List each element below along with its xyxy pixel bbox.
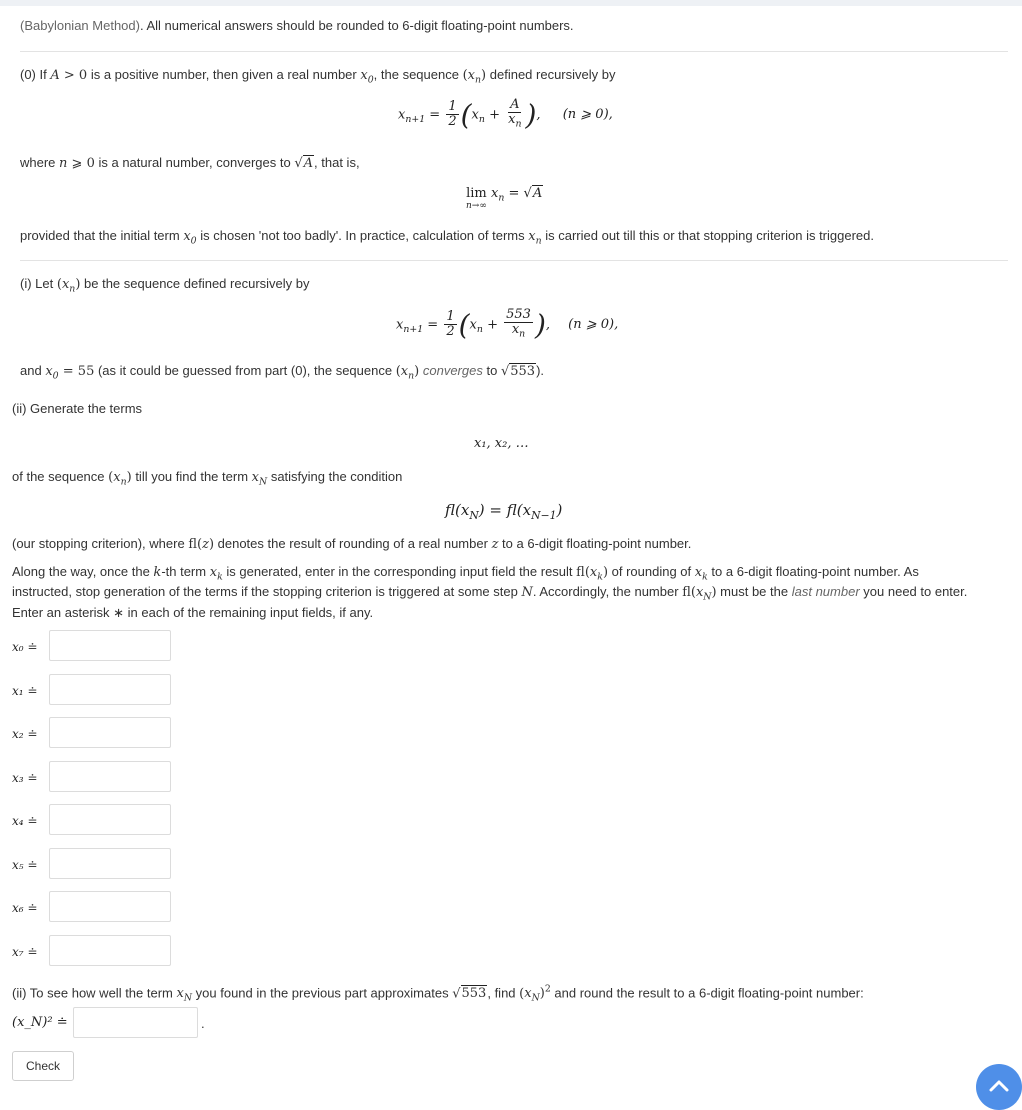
square-input[interactable] <box>73 1007 198 1038</box>
x6-label: x₆ ≐ <box>12 901 38 915</box>
period: . <box>201 1016 205 1031</box>
part0-statement: (0) If A > 0 is a positive number, then given a real number $x_0$, the sequence $(x_n)$ defined recursively by <box>20 67 616 86</box>
stopping-criterion: $fl(x_N) = fl(x_{N-1})$ <box>445 501 563 522</box>
criterion-description: (our stopping criterion), where fl(z) denotes the result of rounding of a real number z to a 6-digit floating-point number. <box>12 536 692 552</box>
x2-input[interactable] <box>49 717 171 748</box>
part-ii-header: (ii) Generate the terms <box>12 401 143 416</box>
instructions-line-1: Along the way, once the k-th term $x_k$ is generated, enter in the corresponding input field the result $fl(x_k)$ of rounding of $x_k$ to a 6-digit floating-point number. As <box>12 564 919 583</box>
x7-label: x₇ ≐ <box>12 945 38 959</box>
scroll-top-button[interactable] <box>976 1064 1022 1110</box>
intro-line <box>20 17 574 35</box>
part-i-statement: (i) Let $(x_n)$ be the sequence defined recursively by <box>20 276 310 295</box>
x0-label: x₀ ≐ <box>12 640 38 654</box>
divider <box>20 51 1008 52</box>
x3-input[interactable] <box>49 761 171 792</box>
x1-input[interactable] <box>49 674 171 705</box>
divider <box>20 260 1008 261</box>
part-ii-condition: of the sequence $(x_n)$ till you find the term $x_N$ satisfying the condition <box>12 469 403 488</box>
part-iii-statement: (ii) To see how well the term $x_N$ you found in the previous part approximates √553, find $(x_N)^2$ and round the result to a 6-digit floating-point number: <box>12 984 864 1004</box>
rounding-note: . All numerical answers should be rounded to 6-digit floating-point numbers. <box>139 18 574 33</box>
x0-input[interactable] <box>49 630 171 661</box>
x7-input[interactable] <box>49 935 171 966</box>
x4-label: x₄ ≐ <box>12 814 38 828</box>
x3-label: x₃ ≐ <box>12 771 38 785</box>
part-i-initial: and $x_0 = 55$ (as it could be guessed from part (0), the sequence $(x_n)$ converges to √553). <box>20 363 545 382</box>
limit-formula: lim n→∞ $x_n = √A$ <box>466 186 543 211</box>
check-button[interactable]: Check <box>12 1051 74 1081</box>
x1-label: x₁ ≐ <box>12 684 38 698</box>
instructions-line-2: instructed, stop generation of the terms if the stopping criterion is triggered at some step N. Accordingly, the number $fl(x_N)$ must be the last number you need to enter. <box>12 584 968 603</box>
recursion-formula-553: $x_{n+1}$ = $\frac{1}{2}$ ($x_n$ + $\frac{553}{x_n}$ ), (n ⩾ 0), <box>396 307 619 342</box>
x6-input[interactable] <box>49 891 171 922</box>
terms-sequence: x₁, x₂, … <box>474 436 529 451</box>
x5-label: x₅ ≐ <box>12 858 38 872</box>
part0-where: where n ⩾ 0 is a natural number, converges to √A, that is, <box>20 155 360 171</box>
x5-input[interactable] <box>49 848 171 879</box>
recursion-formula-general: $x_{n+1}$ = $\frac{1}{2}$ ($x_n$ + $\frac{A}{x_n}$ ), (n ⩾ 0), <box>398 97 613 132</box>
top-strip <box>0 0 1022 6</box>
chevron-up-icon <box>976 1064 1022 1110</box>
square-label: (x_N)² ≐ <box>12 1015 68 1030</box>
x2-label: x₂ ≐ <box>12 727 38 741</box>
method-name: (Babylonian Method) <box>20 18 140 33</box>
x4-input[interactable] <box>49 804 171 835</box>
instructions-line-3: Enter an asterisk ∗ in each of the remaining input fields, if any. <box>12 605 374 620</box>
part0-provided: provided that the initial term $x_0$ is chosen 'not too badly'. In practice, calculation of terms $x_n$ is carried out till this or that stopping criterion is triggered. <box>20 228 874 247</box>
